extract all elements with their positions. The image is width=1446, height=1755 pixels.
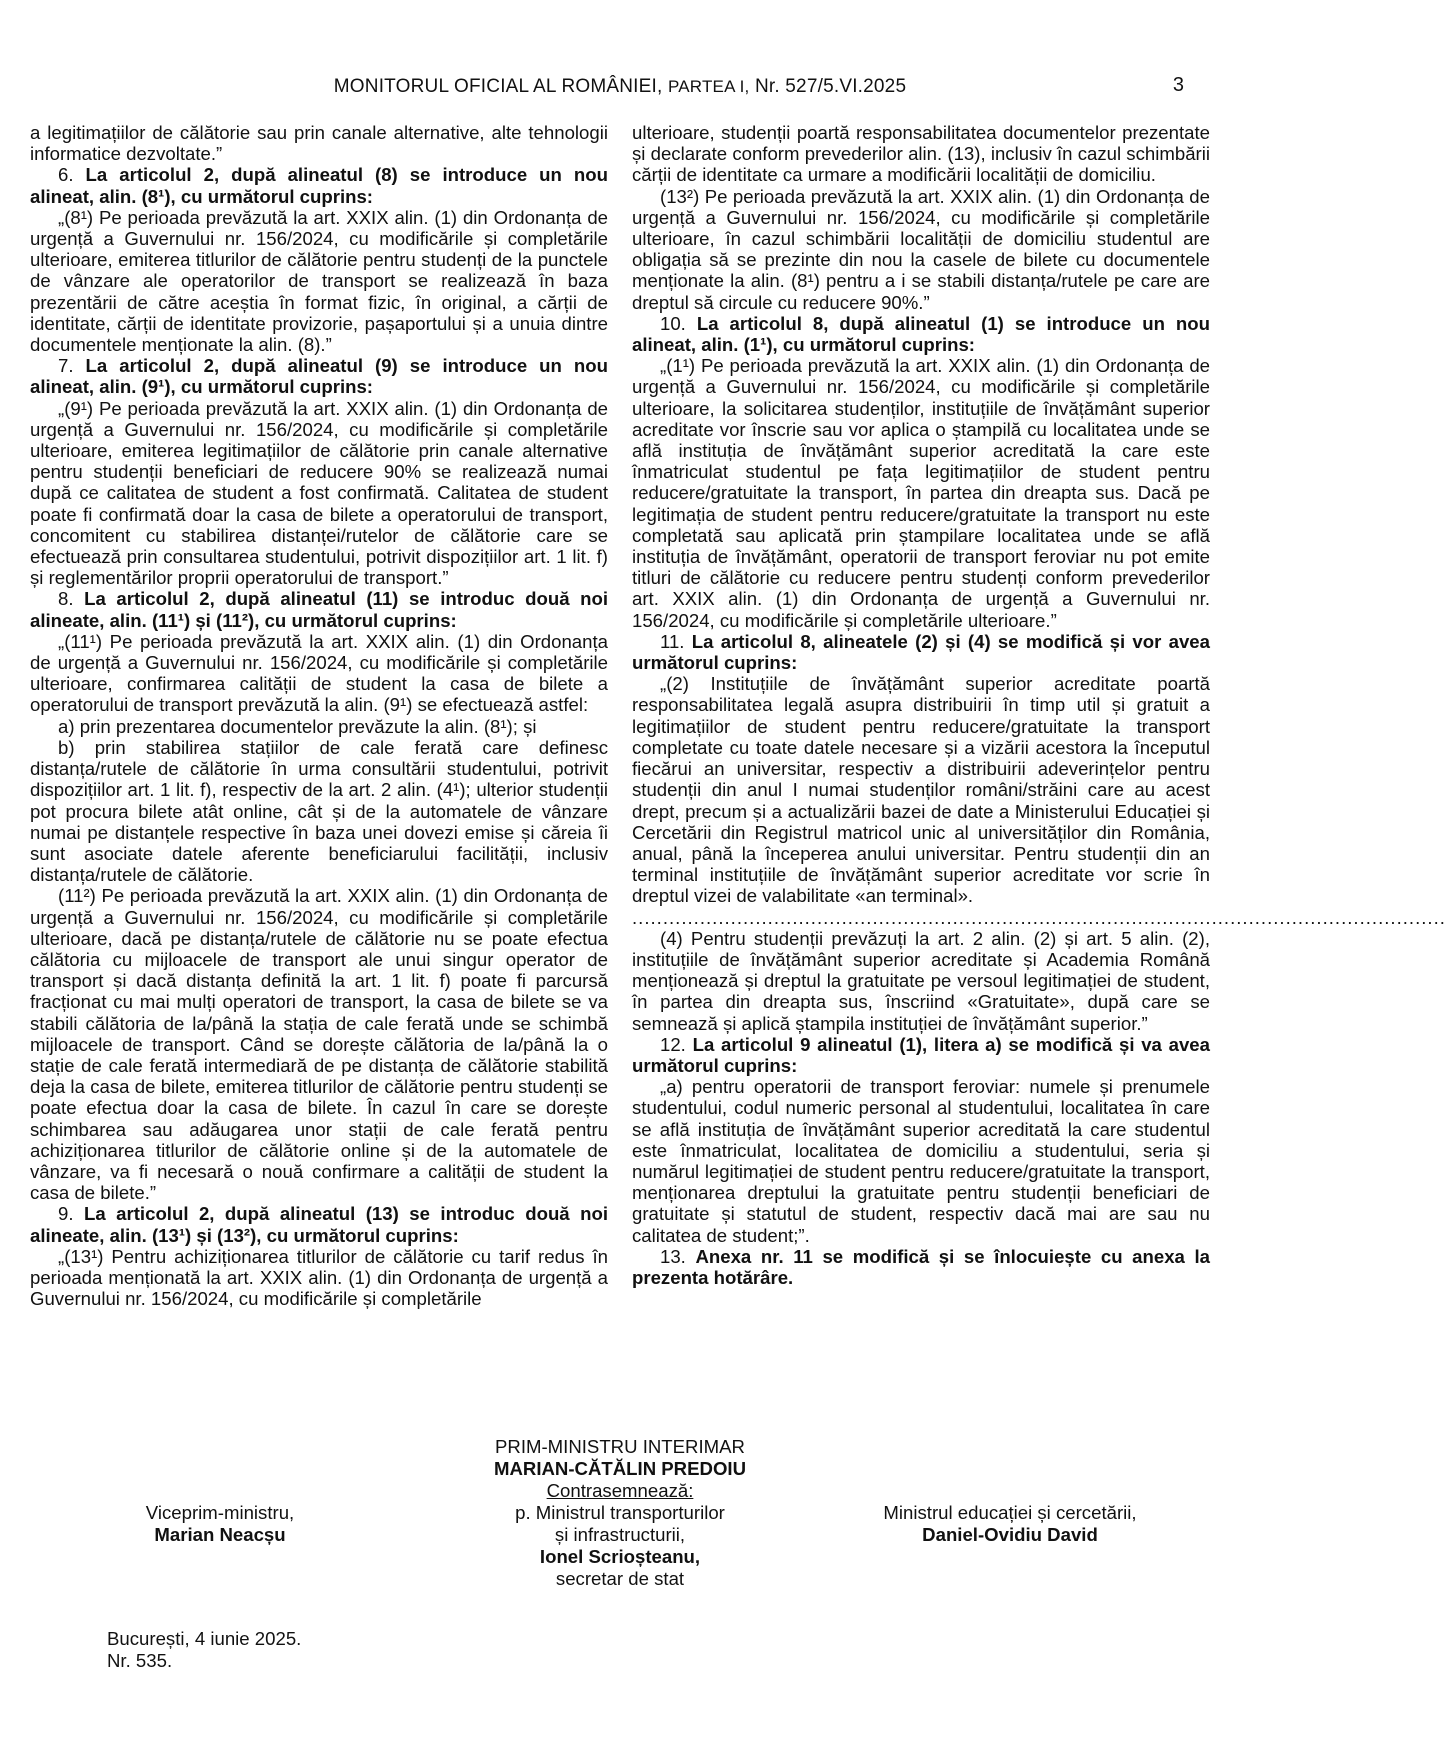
signatory-right xyxy=(840,1502,1180,1546)
left-column xyxy=(30,122,608,1309)
decision-number: Nr. 535. xyxy=(107,1650,173,1671)
paragraph: „(9¹) Pe perioada prevăzută la art. XXIX alin. (1) din Ordonanța de urgență a Guvernului nr. 156/2024, cu modificările și completările ulterioare, emiterea legitimațiilor de călătorie prin canale alternative pentru studenții beneficiari de reducere 90% se realizează numai după ce calitatea de student a fost confirmată. Calitatea de student poate fi confirmată doar la casa de bilete a operatorului de transport, concomitent cu stabilirea distanței/rutelor de călătorie care se efectuează prin consultarea studentului, potrivit dispozițiilor art. 1 lit. f) și reglementărilor proprii operatorului de transport.” xyxy=(30,397,608,589)
prime-minister-block xyxy=(420,1436,820,1502)
page-header xyxy=(0,76,1240,98)
paragraph: (13²) Pe perioada prevăzută la art. XXIX alin. (1) din Ordonanța de urgență a Guvernului nr. 156/2024, cu modificările și completările ulterioare, în cazul schimbării localității de domiciliu studentul are obligația să se prezinte din nou la casele de bilete cu documentele menționate la alin. (8¹) pentru a i se stabili distanța/rutele pe care are dreptul să circule cu reducere 90%.” xyxy=(632,185,1210,313)
omission-dots: .................................................................................................................................... xyxy=(632,906,1446,928)
amendment-number: 7. xyxy=(58,355,74,377)
paragraph: a) prin prezentarea documentelor prevăzute la alin. (8¹); și xyxy=(58,715,537,737)
publication-title: MONITORUL OFICIAL AL ROMÂNIEI, xyxy=(333,76,663,97)
signatory-center-line1: p. Ministrul transporturilor xyxy=(515,1502,725,1523)
paragraph: b) prin stabilirea stațiilor de cale ferată care definesc distanța/rutele de călătorie în urma consultării studentului, potrivit dispozițiilor art. 1 lit. f), respectiv de la art. 2 alin. (4¹); ulterior studenții pot procura bilete atât online, cât și de la automatele de vânzare numai pe distanțele respective în baza unei dovezi emise și căreia îi sunt asociate datele aferente beneficiarului facilității, inclusiv distanța/rutele de călătorie. xyxy=(30,736,608,886)
continued-paragraph: a legitimațiilor de călătorie sau prin canale alternative, alte tehnologii informatice dezvoltate.” xyxy=(30,122,608,165)
amendment-heading xyxy=(30,588,608,630)
paragraph: (4) Pentru studenții prevăzuți la art. 2 alin. (2) și art. 5 alin. (2), instituțiile de învățământ superior acreditate și Academia Română menționează și dreptul la gratuitate pe versoul legitimației de student, în partea din dreapta sus, înscriind «Gratuitate», după care se semnează și aplică ștampila instituției de învățământ superior.” xyxy=(632,927,1210,1034)
amendment-number: 9. xyxy=(58,1203,74,1225)
amendment-number: 13. xyxy=(660,1245,686,1267)
amendment-heading xyxy=(632,313,1210,355)
right-column xyxy=(632,122,1446,1288)
paragraph: (11²) Pe perioada prevăzută la art. XXIX alin. (1) din Ordonanța de urgență a Guvernului nr. 156/2024, cu modificările și completările ulterioare, dacă pe distanța/rutele de călătorie nu se poate efectua călătoria cu mijloacele de transport ale unui singur operator de transport și dacă distanța definită la art. 1 lit. f) poate fi parcursă fracționat cu mai mulți operatori de transport, la casa de bilete se va stabili călătoria de la/până la stația de cale ferată unde se schimbă mijloacele de transport. Când se dorește călătoria de la/până la o stație de cale ferată intermediară de pe distanța de călătorie stabilită deja la casa de bilete, emiterea titlurilor de călătorie pentru studenți se poate efectua doar la casa de bilete. În cazul în care se dorește schimbarea sau adăugarea unor stații de cale ferată pentru achiziționarea titlurilor de călătorie online și de la automatele de vânzare, va fi necesară o nouă confirmare a calității de student la casa de bilete.” xyxy=(30,885,608,1204)
pm-title: PRIM-MINISTRU INTERIMAR xyxy=(495,1436,745,1457)
amendment-heading-text: La articolul 2, după alineatul (11) se introduc două noi alineate, alin. (11¹) și (11²), cu următorul cuprins: xyxy=(30,588,608,631)
amendment-number: 6. xyxy=(58,164,74,186)
paragraph: „(2) Instituțiile de învățământ superior acreditate poartă responsabilitatea legală asupra distribuirii în timp util și gratuit a legitimațiilor de student pentru reducere/gratuitate la transport completate cu toate datele necesare și a vizării acestora la începutul fiecărui an universitar, respectiv a distribuirii adeverințelor pentru studenții din anul I numai studenților români/străini care au acest drept, precum și a actualizării bazei de date a Ministerului Educației și Cercetării din Registrul matricol unic al universităților din România, anual, până la începerea anului universitar. Pentru studenții din an terminal instituțiile de învățământ superior acreditate vor scrie în dreptul vizei de valabilitate «an terminal». xyxy=(632,673,1210,907)
issue-number: Nr. 527/5.VI.2025 xyxy=(754,76,907,97)
document-footer xyxy=(107,1628,301,1672)
amendment-heading xyxy=(30,164,608,206)
page-number: 3 xyxy=(1172,74,1184,96)
paragraph: „(13¹) Pentru achiziționarea titlurilor de călătorie cu tarif redus în perioada menționată la art. XXIX alin. (1) din Ordonanța de urgență a Guvernului nr. 156/2024, cu modificările și completările xyxy=(30,1245,608,1310)
signatory-center-role: secretar de stat xyxy=(555,1568,685,1589)
paragraph: „(8¹) Pe perioada prevăzută la art. XXIX alin. (1) din Ordonanța de urgență a Guvernului nr. 156/2024, cu modificările și completările ulterioare, emiterea titlurilor de călătorie pentru studenți de la punctele de vânzare ale operatorilor de transport se realizează în baza prezentării de către aceștia în format fizic, în original, a cărții de identitate, cărții de identitate provizorie, pașaportului și a unuia dintre documentele menționate la alin. (8).” xyxy=(30,206,608,356)
amendment-heading-text: Anexa nr. 11 se modifică și se înlocuiește cu anexa la prezenta hotărâre. xyxy=(632,1245,1210,1288)
amendment-heading-text: La articolul 9 alineatul (1), litera a) se modifică și va avea următorul cuprins: xyxy=(632,1033,1210,1076)
amendment-number: 11. xyxy=(660,630,685,652)
amendment-heading-text: La articolul 8, alineatele (2) și (4) se modifică și vor avea următorul cuprins: xyxy=(632,630,1210,674)
publication-part: PARTEA I, xyxy=(667,77,750,96)
amendment-heading xyxy=(632,1034,1210,1076)
continued-paragraph: ulterioare, studenții poartă responsabilitatea documentelor prezentate și declarate conform prevederilor alin. (13), inclusiv în cazul schimbării cărții de identitate ca urmare a modificării localității de domiciliu. xyxy=(632,122,1210,186)
amendment-heading-text: La articolul 2, după alineatul (8) se introduce un nou alineat, alin. (8¹), cu următorul cuprins: xyxy=(30,164,608,207)
amendment-number: 10. xyxy=(660,312,686,334)
amendment-heading xyxy=(632,1246,1210,1288)
amendment-heading-text: La articolul 2, după alineatul (13) se introduc două noi alineate, alin. (13¹) și (13²), cu următorul cuprins: xyxy=(30,1203,609,1246)
signatory-right-name: Daniel-Ovidiu David xyxy=(922,1524,1098,1545)
paragraph: „a) pentru operatorii de transport feroviar: numele și prenumele studentului, codul numeric personal al studentului, localitatea în care se află instituția de învățământ superior acreditată la care studentul este înmatriculat, localitatea de domiciliu a studentului, seria și numărul legitimației de student pentru reducere/gratuitate la transport, menționarea dreptului la gratuitate pentru studenții beneficiari de gratuitate și statutul de student, respectiv dacă mai are sau nu calitatea de student;”. xyxy=(632,1076,1210,1246)
amendment-heading xyxy=(632,631,1210,673)
paragraph: „(1¹) Pe perioada prevăzută la art. XXIX alin. (1) din Ordonanța de urgență a Guvernului nr. 156/2024, cu modificările și completările ulterioare, la solicitarea studenților, instituțiile de învățământ superior acreditate vor înscrie sau vor aplica o ștampilă cu localitatea unde se află instituția de învățământ superior acreditată la care este înmatriculat studentul pe fața legitimațiilor de student pentru reducere/gratuitate la transport, în partea din dreapta sus. Dacă pe legitimația de student pentru reducere/gratuitate la transport nu este completată sau aplicată prin ștampilare localitatea unde se află instituția de învățământ, operatorii de transport feroviar nu pot emite titluri de călătorie cu reducere pentru studenți conform prevederilor art. XXIX alin. (1) din Ordonanța de urgență a Guvernului nr. 156/2024, cu modificările și completările ulterioare.” xyxy=(632,355,1210,631)
paragraph: „(11¹) Pe perioada prevăzută la art. XXIX alin. (1) din Ordonanța de urgență a Guvernului nr. 156/2024, cu modificările și completările ulterioare, confirmarea calității de student la casa de bilete a operatorului de transport prevăzută la alin. (9¹) se efectuează astfel: xyxy=(30,630,608,716)
signatory-center-line2: și infrastructurii, xyxy=(554,1524,686,1545)
signatory-left xyxy=(100,1502,340,1546)
amendment-heading-text: La articolul 8, după alineatul (1) se introduce un nou alineat, alin. (1¹), cu următorul cuprins: xyxy=(632,312,1210,356)
amendment-heading-text: La articolul 2, după alineatul (9) se introduce un nou alineat, alin. (9¹), cu următorul cuprins: xyxy=(30,355,608,398)
amendment-heading xyxy=(30,1203,608,1245)
signatory-center xyxy=(470,1502,770,1590)
signatory-center-name: Ionel Scrioșteanu, xyxy=(539,1546,701,1567)
amendment-number: 12. xyxy=(660,1033,686,1055)
amendment-number: 8. xyxy=(58,588,74,610)
signatory-left-title: Viceprim-ministru, xyxy=(145,1502,295,1523)
countersign-label: Contrasemnează: xyxy=(546,1480,694,1501)
amendment-heading xyxy=(30,355,608,397)
place-date: București, 4 iunie 2025. xyxy=(107,1628,302,1649)
signatory-left-name: Marian Neacșu xyxy=(154,1524,286,1545)
pm-name: MARIAN-CĂTĂLIN PREDOIU xyxy=(493,1458,747,1479)
signatory-right-title: Ministrul educației și cercetării, xyxy=(883,1502,1137,1523)
